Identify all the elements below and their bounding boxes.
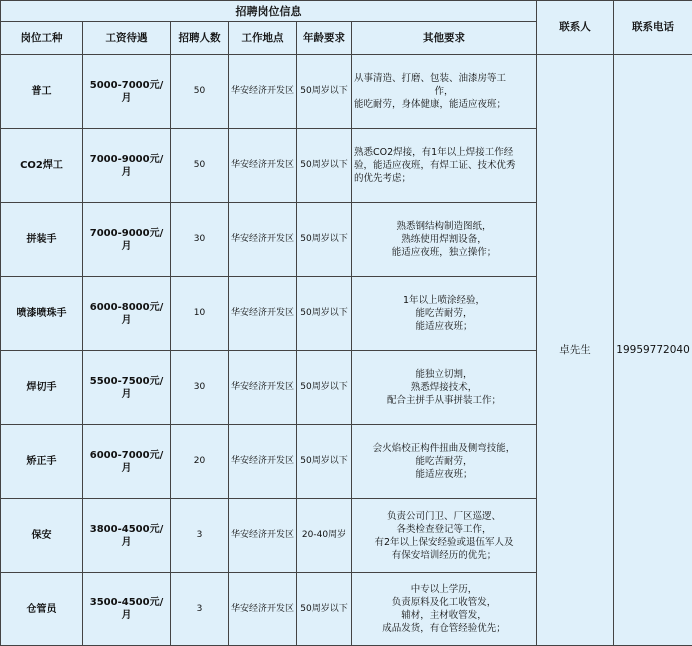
- requirements-cell: [352, 55, 537, 129]
- age-cell: 50周岁以下: [297, 425, 352, 499]
- salary-cell: 6000-8000元/月: [83, 277, 171, 351]
- count-cell: 20: [171, 425, 229, 499]
- requirement-line: 有2年以上保安经验或退伍军人及: [354, 536, 534, 549]
- location-cell: 华安经济开发区: [229, 55, 297, 129]
- requirement-line: 能适应夜班；: [354, 320, 534, 333]
- requirement-line: 验，能适应夜班，有焊工证、技术优秀: [354, 159, 534, 172]
- age-cell: 50周岁以下: [297, 573, 352, 646]
- requirement-line: 能吃苦耐劳，: [354, 455, 534, 468]
- requirement-line: 熟练使用焊割设备，: [354, 233, 534, 246]
- salary-cell: 6000-7000元/月: [83, 425, 171, 499]
- requirements-cell: [352, 499, 537, 573]
- contact-phone: 19959772040: [614, 55, 692, 646]
- requirement-line: 能适应夜班，独立操作；: [354, 246, 534, 259]
- count-cell: 30: [171, 351, 229, 425]
- group-title: 招聘岗位信息: [1, 1, 537, 22]
- salary-cell: 3800-4500元/月: [83, 499, 171, 573]
- col-header-job: 岗位工种: [1, 22, 83, 55]
- location-cell: 华安经济开发区: [229, 351, 297, 425]
- requirement-line: 熟悉焊接技术，: [354, 381, 534, 394]
- count-cell: 3: [171, 499, 229, 573]
- age-cell: 50周岁以下: [297, 129, 352, 203]
- count-cell: 10: [171, 277, 229, 351]
- requirements-cell: [352, 277, 537, 351]
- requirement-line: 的优先考虑；: [354, 172, 534, 185]
- location-cell: 华安经济开发区: [229, 277, 297, 351]
- requirement-line: 会火焰校正构件扭曲及侧弯技能，: [354, 442, 534, 455]
- requirement-line: 能独立切割，: [354, 368, 534, 381]
- table-row: [1, 55, 692, 129]
- salary-cell: 5500-7500元/月: [83, 351, 171, 425]
- requirement-line: 配合主拼手从事拼装工作；: [354, 394, 534, 407]
- requirement-line: 负责原料及化工收管发，: [354, 596, 534, 609]
- requirement-line: 有保安培训经历的优先；: [354, 549, 534, 562]
- requirement-line: 能吃苦耐劳，: [354, 307, 534, 320]
- salary-cell: 7000-9000元/月: [83, 129, 171, 203]
- requirement-line: 作，: [354, 85, 534, 98]
- job-cell: 焊切手: [1, 351, 83, 425]
- requirement-line: 各类检查登记等工作，: [354, 523, 534, 536]
- col-header-requirements: 其他要求: [352, 22, 537, 55]
- location-cell: 华安经济开发区: [229, 573, 297, 646]
- requirement-line: 熟悉钢结构制造图纸，: [354, 220, 534, 233]
- col-header-age: 年龄要求: [297, 22, 352, 55]
- job-cell: 矫正手: [1, 425, 83, 499]
- job-cell: 喷漆喷珠手: [1, 277, 83, 351]
- location-cell: 华安经济开发区: [229, 425, 297, 499]
- requirement-line: 辅材，主材收管发，: [354, 609, 534, 622]
- requirements-cell: [352, 351, 537, 425]
- age-cell: 50周岁以下: [297, 203, 352, 277]
- job-cell: 普工: [1, 55, 83, 129]
- count-cell: 30: [171, 203, 229, 277]
- requirement-line: 能适应夜班；: [354, 468, 534, 481]
- job-cell: 保安: [1, 499, 83, 573]
- col-header-salary: 工资待遇: [83, 22, 171, 55]
- requirements-cell: [352, 425, 537, 499]
- requirements-cell: [352, 129, 537, 203]
- age-cell: 50周岁以下: [297, 351, 352, 425]
- contact-phone-header: 联系电话: [614, 1, 692, 55]
- age-cell: 20-40周岁: [297, 499, 352, 573]
- requirement-line: 熟悉CO2焊接，有1年以上焊接工作经: [354, 146, 534, 159]
- requirement-line: 从事清造、打磨、包装、油漆房等工: [354, 72, 534, 85]
- requirement-line: 中专以上学历，: [354, 583, 534, 596]
- job-cell: 仓管员: [1, 573, 83, 646]
- job-cell: 拼装手: [1, 203, 83, 277]
- salary-cell: 7000-9000元/月: [83, 203, 171, 277]
- requirement-line: 1年以上喷涂经验，: [354, 294, 534, 307]
- requirements-cell: [352, 203, 537, 277]
- contact-person: 卓先生: [537, 55, 614, 646]
- count-cell: 3: [171, 573, 229, 646]
- requirement-line: 成品发货，有仓管经验优先；: [354, 622, 534, 635]
- salary-cell: 3500-4500元/月: [83, 573, 171, 646]
- requirement-line: 负责公司门卫、厂区巡逻、: [354, 510, 534, 523]
- col-header-location: 工作地点: [229, 22, 297, 55]
- col-header-count: 招聘人数: [171, 22, 229, 55]
- location-cell: 华安经济开发区: [229, 203, 297, 277]
- location-cell: 华安经济开发区: [229, 129, 297, 203]
- count-cell: 50: [171, 129, 229, 203]
- contact-person-header: 联系人: [537, 1, 614, 55]
- age-cell: 50周岁以下: [297, 277, 352, 351]
- salary-cell: 5000-7000元/月: [83, 55, 171, 129]
- count-cell: 50: [171, 55, 229, 129]
- requirement-line: 能吃耐劳，身体健康，能适应夜班；: [354, 98, 534, 111]
- job-cell: CO2焊工: [1, 129, 83, 203]
- location-cell: 华安经济开发区: [229, 499, 297, 573]
- age-cell: 50周岁以下: [297, 55, 352, 129]
- requirements-cell: [352, 573, 537, 646]
